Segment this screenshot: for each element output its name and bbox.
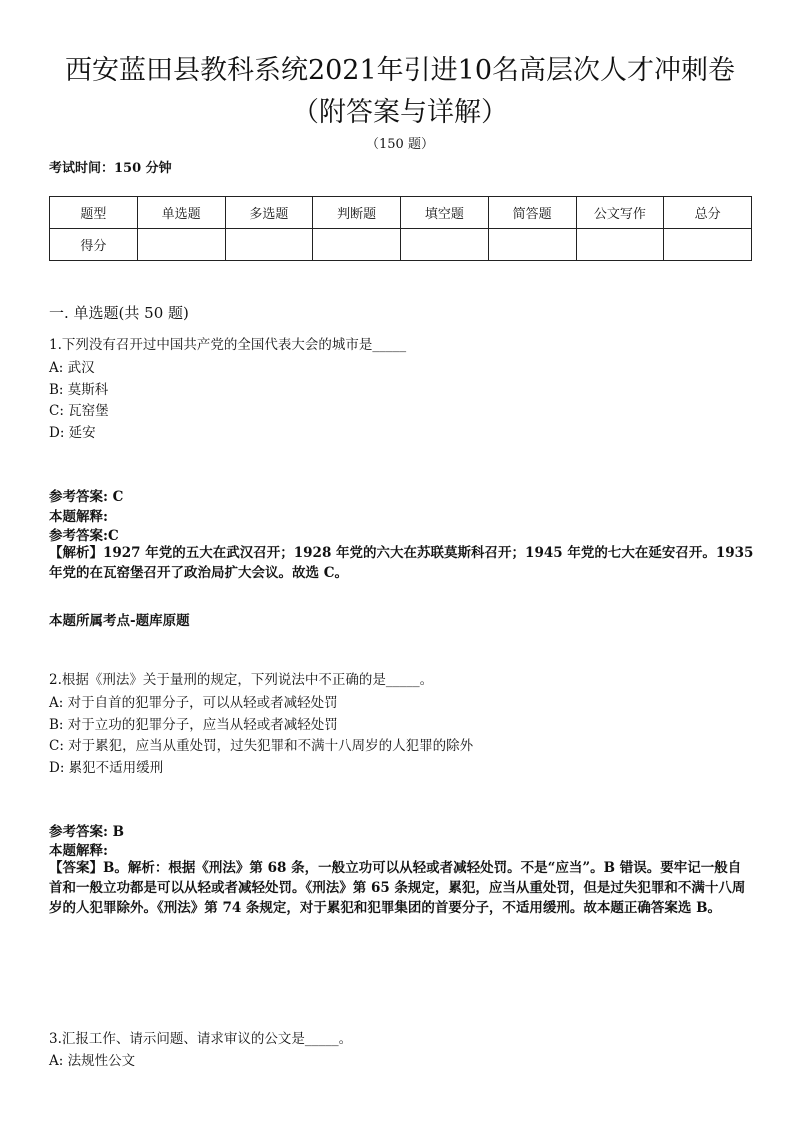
explanation-label: 本题解释: — [49, 509, 108, 525]
score-table-header-row — [50, 197, 752, 229]
score-header-cell: 公文写作 — [576, 197, 664, 229]
question-option: C: 瓦窑堡 — [49, 403, 109, 419]
score-header-cell: 多选题 — [225, 197, 313, 229]
question-option: A: 对于自首的犯罪分子，可以从轻或者减轻处罚 — [49, 695, 338, 711]
reference-answer: 参考答案: C — [49, 489, 124, 505]
question-option: A: 武汉 — [49, 360, 95, 376]
question-option: D: 累犯不适用缓刑 — [49, 760, 164, 776]
question-stem: 2.根据《刑法》关于量刑的规定，下列说法中不正确的是_____。 — [49, 672, 434, 688]
question-option: D: 延安 — [49, 425, 96, 441]
score-cell — [488, 229, 576, 261]
question-option: B: 对于立功的犯罪分子，应当从轻或者减轻处罚 — [49, 717, 338, 733]
score-header-cell: 简答题 — [488, 197, 576, 229]
score-cell — [225, 229, 313, 261]
reference-answer: 参考答案:C — [49, 528, 119, 544]
question-option: A: 法规性公文 — [49, 1053, 136, 1069]
exam-time: 考试时间：150 分钟 — [49, 161, 172, 176]
score-header-cell: 总分 — [664, 197, 752, 229]
score-table-score-row — [50, 229, 752, 261]
question-stem: 1.下列没有召开过中国共产党的全国代表大会的城市是_____ — [49, 337, 407, 353]
document-title: 西安蓝田县教科系统2021年引进10名高层次人才冲刺卷（附答案与详解） — [64, 55, 736, 128]
explanation-label: 本题解释: — [49, 843, 108, 859]
question-stem: 3.汇报工作、请示问题、请求审议的公文是_____。 — [49, 1031, 353, 1047]
score-header-cell: 填空题 — [401, 197, 489, 229]
score-cell — [664, 229, 752, 261]
section-title: 一. 单选题(共 50 题) — [49, 304, 189, 322]
question-count: （150 题） — [366, 137, 434, 152]
score-cell — [137, 229, 225, 261]
analysis-text: 【答案】B。解析：根据《刑法》第 68 条，一般立功可以从轻或者减轻处罚。不是“应当”。B 错误。要牢记一般自首和一般立功都是可以从轻或者减轻处罚。《刑法》第 65 条规定，累犯，应当从重处罚，但是过失犯罪和不满十八周岁的人犯罪除外。《刑法》第 74 条规定，对于累犯和犯罪集团的首要分子，不适用缓刑。故本题正确答案选 B。 — [49, 860, 746, 916]
question-option: C: 对于累犯，应当从重处罚，过失犯罪和不满十八周岁的人犯罪的除外 — [49, 738, 474, 754]
analysis-text: 【解析】1927 年党的五大在武汉召开；1928 年党的六大在苏联莫斯科召开；1945 年党的七大在延安召开。1935 年党的在瓦窑堡召开了政治局扩大会议。故选 C。 — [49, 545, 754, 581]
score-cell — [576, 229, 664, 261]
score-row-label: 得分 — [50, 229, 138, 261]
reference-answer: 参考答案: B — [49, 824, 125, 840]
score-header-cell: 单选题 — [137, 197, 225, 229]
score-table — [49, 196, 752, 261]
score-header-cell: 判断题 — [313, 197, 401, 229]
score-cell — [401, 229, 489, 261]
question-option: B: 莫斯科 — [49, 382, 109, 398]
question-source: 本题所属考点-题库原题 — [49, 613, 190, 629]
score-cell — [313, 229, 401, 261]
score-header-cell: 题型 — [50, 197, 138, 229]
